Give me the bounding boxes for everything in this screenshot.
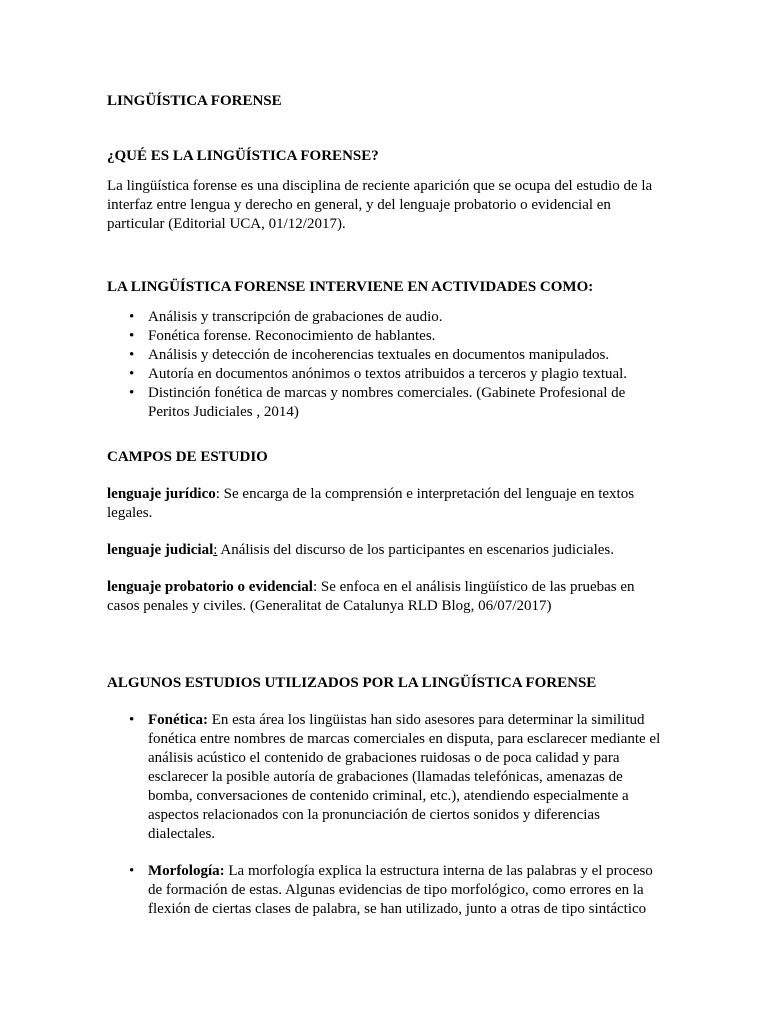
campo-definition: Análisis del discurso de los participantes en escenarios judiciales. — [217, 542, 614, 558]
section-paragraph-que-es: La lingüística forense es una disciplina de reciente aparición que se ocupa del estudio de la interfaz entre lengua y derecho en general, y del lenguaje probatorio o evidencial en particular (Editorial UCA, 01/12/2017). — [107, 178, 653, 232]
estudio-text: La morfología explica la estructura interna de las palabras y el proceso de formación de estas. Algunas evidencias de tipo morfológico, como errores en la flexión de ciertas clases de palabra, se han utilizado, junto a otras de tipo sintáctico — [148, 863, 653, 917]
campo-term: lenguaje jurídico — [107, 486, 216, 502]
estudio-term: Morfología: — [148, 863, 225, 879]
actividades-list — [107, 308, 667, 422]
list-item: • Análisis y transcripción de grabaciones de audio. — [107, 308, 667, 327]
list-item: • Análisis y detección de incoherencias textuales en documentos manipulados. — [107, 346, 667, 365]
list-item-fonetica — [107, 711, 667, 844]
list-item: • Autoría en documentos anónimos o textos atribuidos a terceros y plagio textual. — [107, 365, 667, 384]
estudios-list — [107, 711, 667, 919]
section-heading-estudios: ALGUNOS ESTUDIOS UTILIZADOS POR LA LINGÜÍSTICA FORENSE — [107, 675, 597, 691]
campo-definition: : Se encarga de la comprensión e interpretación del lenguaje en textos legales. — [107, 486, 635, 521]
list-item: • Distinción fonética de marcas y nombres comerciales. (Gabinete Profesional de Peritos Judiciales , 2014) — [107, 384, 667, 422]
campo-judicial — [107, 541, 667, 560]
section-heading-que-es: ¿QUÉ ES LA LINGÜÍSTICA FORENSE? — [107, 148, 379, 164]
section-heading-actividades: LA LINGÜÍSTICA FORENSE INTERVIENE EN ACTIVIDADES COMO: — [107, 279, 594, 295]
campo-juridico — [107, 485, 667, 523]
campo-separator: : — [213, 542, 218, 558]
section-heading-campos: CAMPOS DE ESTUDIO — [107, 449, 268, 465]
campo-term: lenguaje probatorio o evidencial — [107, 579, 313, 595]
campo-term: lenguaje judicial — [107, 542, 214, 558]
campo-definition: : Se enfoca en el análisis lingüístico de las pruebas en casos penales y civiles. (Generalitat de Catalunya RLD Blog, 06/07/2017) — [107, 579, 635, 614]
estudio-term: Fonética: — [148, 712, 208, 728]
list-item: • Fonética forense. Reconocimiento de hablantes. — [107, 327, 667, 346]
campo-probatorio — [107, 578, 667, 616]
list-item-morfologia — [107, 862, 667, 919]
document-title: LINGÜÍSTICA FORENSE — [107, 93, 282, 109]
estudio-text: En esta área los lingüistas han sido asesores para determinar la similitud fonética entre nombres de marcas comerciales en disputa, para esclarecer mediante el análisis acústico el contenido de grabaciones ruidosas o de poca calidad y para esclarecer la posible autoría de grabaciones (llamadas telefónicas, amenazas de bomba, conversaciones de contenido criminal, etc.), atendiendo especialmente a aspectos relacionados con la pronunciación de ciertos sonidos y diferencias dialectales. — [148, 712, 661, 842]
